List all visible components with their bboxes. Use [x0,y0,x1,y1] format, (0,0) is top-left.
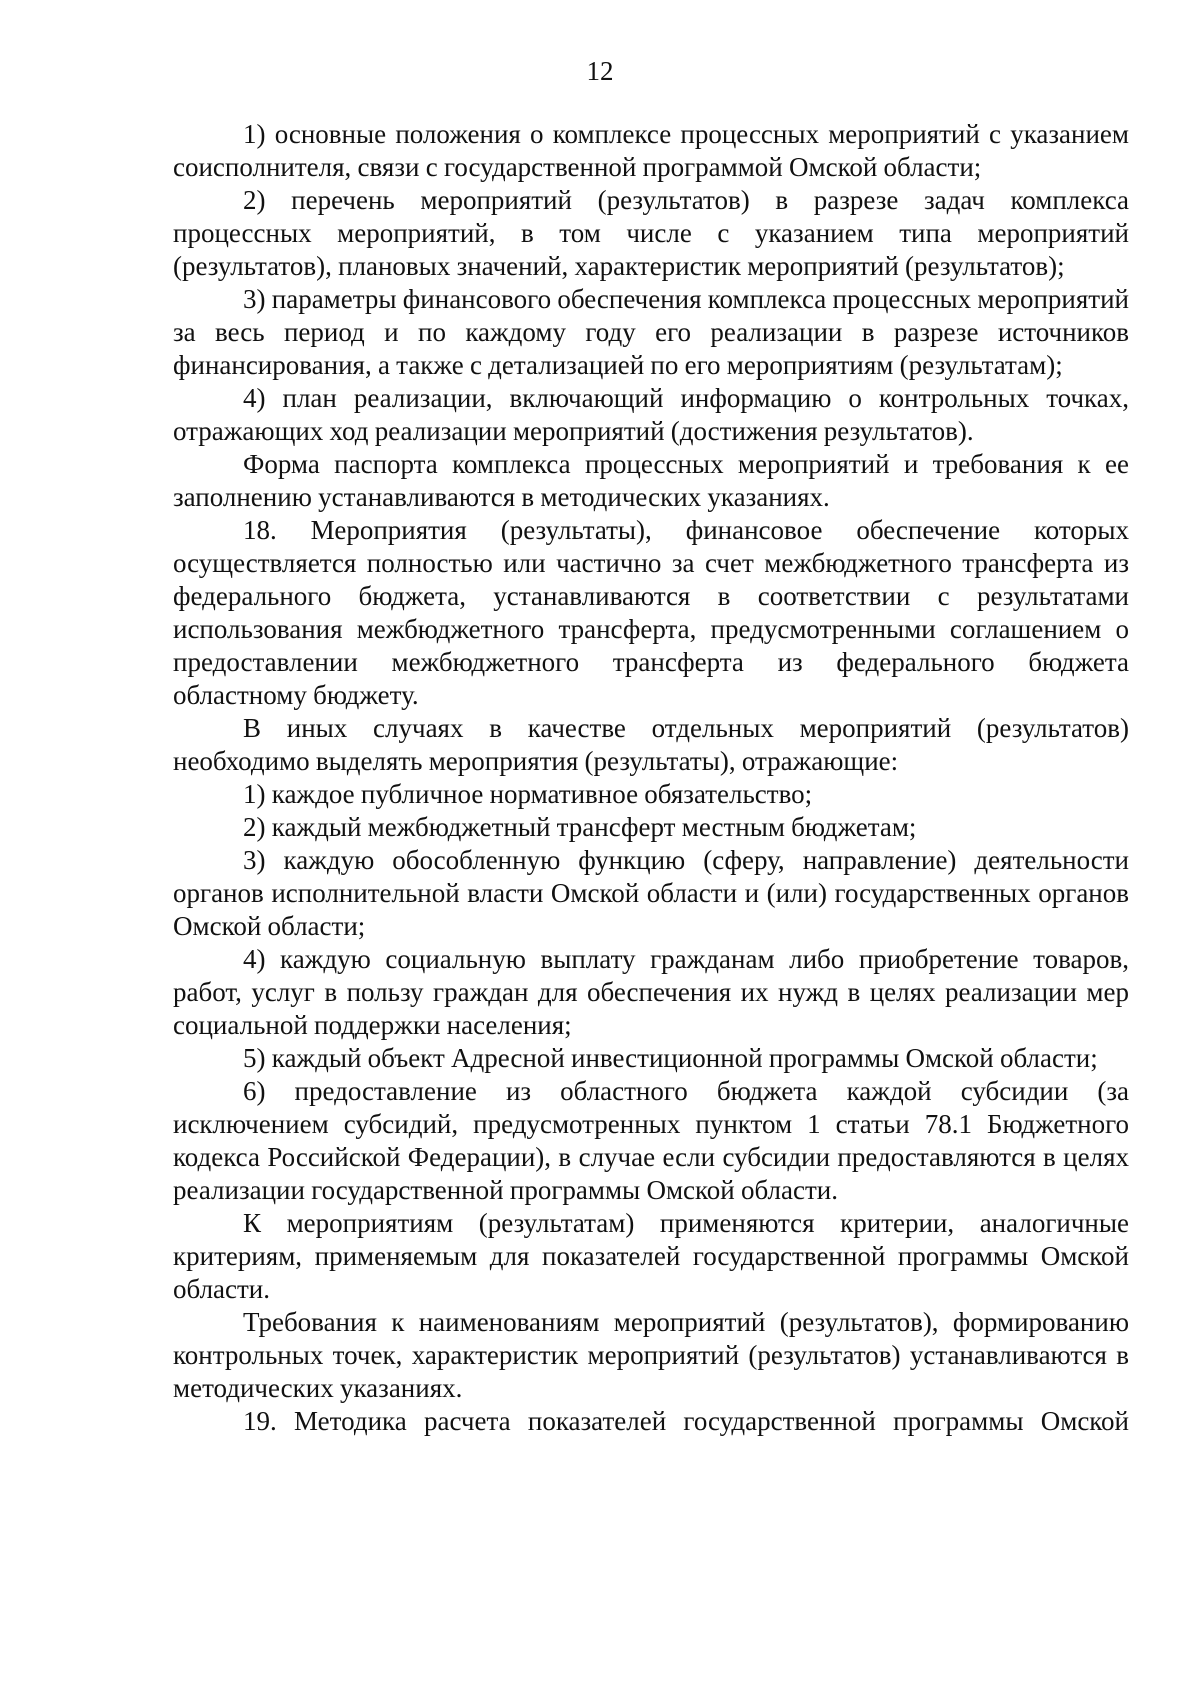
paragraph: 3) параметры финансового обеспечения комплекса процессных мероприятий за весь период и по каждому году его реализации в разрезе источников финансирования, а также с детализацией по его мероприятиям (результатам); [173,284,1129,380]
paragraph: 4) план реализации, включающий информацию о контрольных точках, отражающих ход реализации мероприятий (достижения результатов). [173,383,1129,446]
paragraph: В иных случаях в качестве отдельных мероприятий (результатов) необходимо выделять мероприятия (результаты), отражающие: [173,713,1129,776]
page-number: 12 [586,56,614,86]
paragraph: 6) предоставление из областного бюджета каждой субсидии (за исключением субсидий, предусмотренных пунктом 1 статьи 78.1 Бюджетного кодекса Российской Федерации), в случае если субсидии предоставляются в целях реализации государственной программы Омской области. [173,1076,1129,1205]
paragraph: Требования к наименованиям мероприятий (результатов), формированию контрольных точек, характеристик мероприятий (результатов) устанавливаются в методических указаниях. [173,1307,1129,1403]
document-body [173,118,1129,1438]
paragraph: 2) каждый межбюджетный трансферт местным бюджетам; [243,812,917,842]
paragraph: 1) каждое публичное нормативное обязательство; [243,779,813,809]
paragraph: 3) каждую обособленную функцию (сферу, направление) деятельности органов исполнительной власти Омской области и (или) государственных органов Омской области; [173,845,1129,941]
paragraph: 19. Методика расчета показателей государственной программы Омской [243,1406,1129,1436]
paragraph: К мероприятиям (результатам) применяются критерии, аналогичные критериям, применяемым для показателей государственной программы Омской области. [173,1208,1129,1304]
paragraph: 1) основные положения о комплексе процессных мероприятий с указанием соисполнителя, связи с государственной программой Омской области; [173,119,1129,182]
paragraph: 2) перечень мероприятий (результатов) в разрезе задач комплекса процессных мероприятий, в том числе с указанием типа мероприятий (результатов), плановых значений, характеристик мероприятий (результатов); [173,185,1129,281]
paragraph: 18. Мероприятия (результаты), финансовое обеспечение которых осуществляется полностью или частично за счет межбюджетного трансферта из федерального бюджета, устанавливаются в соответствии с результатами использования межбюджетного трансферта, предусмотренными соглашением о предоставлении межбюджетного трансферта из федерального бюджета областному бюджету. [173,515,1129,710]
paragraph: Форма паспорта комплекса процессных мероприятий и требования к ее заполнению устанавливаются в методических указаниях. [173,449,1129,512]
paragraph: 4) каждую социальную выплату гражданам либо приобретение товаров, работ, услуг в пользу граждан для обеспечения их нужд в целях реализации мер социальной поддержки населения; [173,944,1129,1040]
paragraph: 5) каждый объект Адресной инвестиционной программы Омской области; [243,1043,1098,1073]
